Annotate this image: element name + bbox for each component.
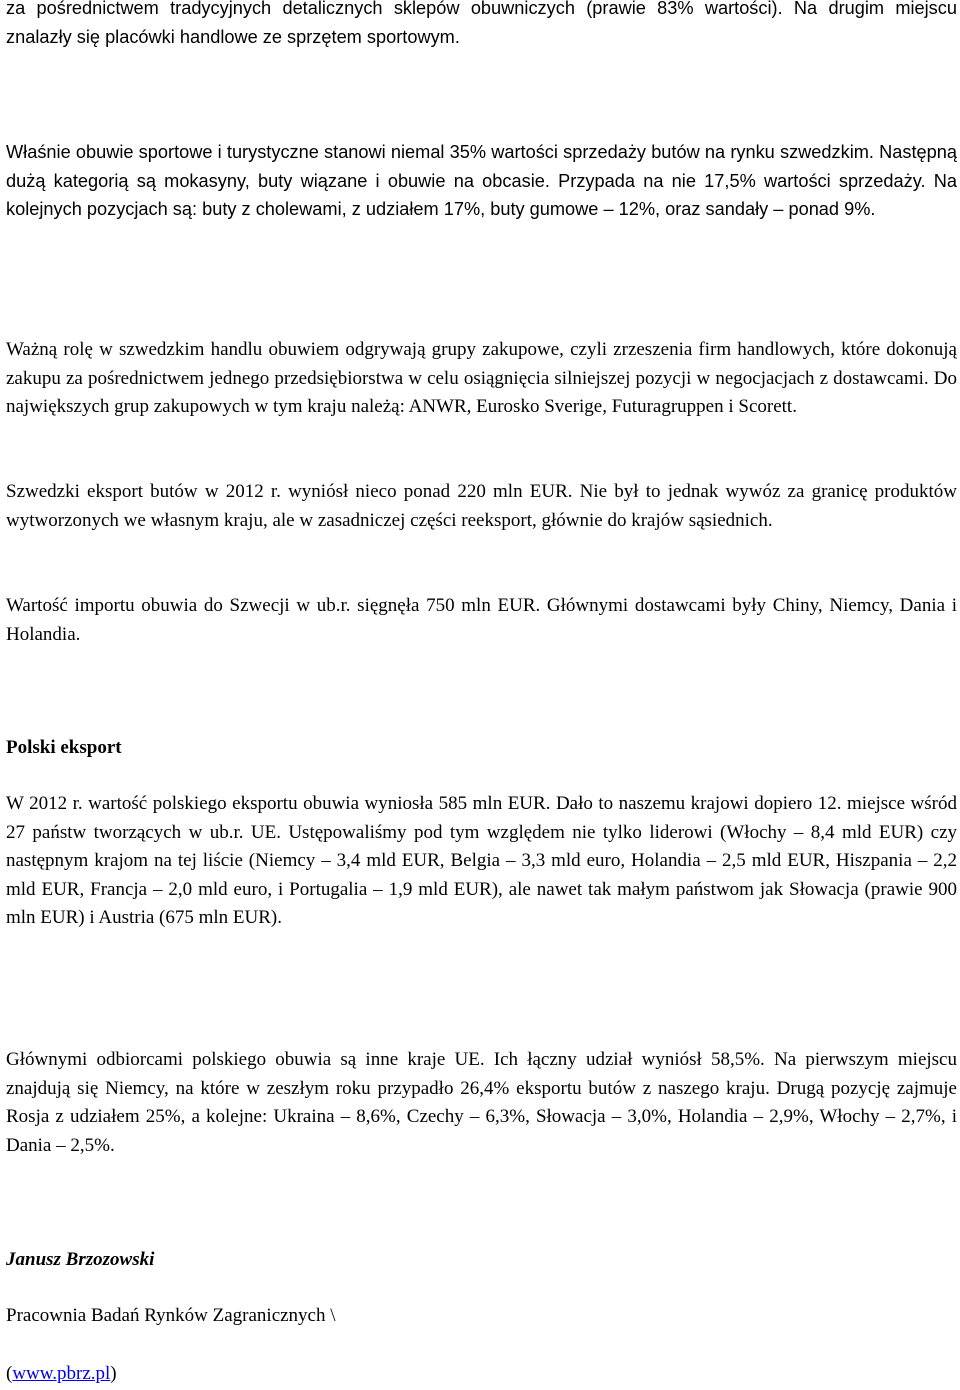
paragraph-sports-shoes: Właśnie obuwie sportowe i turystyczne stanowi niemal 35% wartości sprzedaży butów na rynku szwedzkim. Następną dużą kategorią są mokasyny, buty wiązane i obuwie na obcasie. Przypada na nie 17,5% wartości sprzedaży. Na kolejnych pozycjach są: buty z cholewami, z udziałem 17%, buty gumowe – 12%, oraz sandały – ponad 9%. [6,142,957,219]
paragraph-swedish-export: Szwedzki eksport butów w 2012 r. wyniósł nieco ponad 220 mln EUR. Nie był to jednak wywóz za granicę produktów wytworzonych we własnym kraju, ale w zasadniczej części reeksport, głównie do krajów sąsiednich. [6,481,957,531]
website-line [6,1360,117,1388]
section-heading-polish-export: Polski eksport [6,737,122,758]
paragraph-purchasing-groups: Ważną rolę w szwedzkim handlu obuwiem odgrywają grupy zakupowe, czyli zrzeszenia firm handlowych, które dokonują zakupu za pośrednictwem jednego przedsiębiorstwa w celu osiągnięcia silniejszej pozycji w negocjacjach z dostawcami. Do największych grup zakupowych w tym kraju należą: ANWR, Eurosko Sverige, Futuragruppen i Scorett. [6,339,957,417]
paragraph-retail-channels: za pośrednictwem tradycyjnych detalicznych sklepów obuwniczych (prawie 83% wartości). Na drugim miejscu znalazły się placówki handlowe ze sprzętem sportowym. [6,0,957,47]
paragraph-polish-export-value: W 2012 r. wartość polskiego eksportu obuwia wyniosła 585 mln EUR. Dało to naszemu krajowi dopiero 12. miejsce wśród 27 państw tworzących w ub.r. UE. Ustępowaliśmy pod tym względem nie tylko liderowi (Włochy – 8,4 mld EUR) czy następnym krajom na tej liście (Niemcy – 3,4 mld EUR, Belgia – 3,3 mld euro, Holandia – 2,5 mld EUR, Hiszpania – 2,2 mld EUR, Francja – 2,0 mld euro, i Portugalia – 1,9 mld EUR), ale nawet tak małym państwom jak Słowacja (prawie 900 mln EUR) i Austria (675 mln EUR). [6,793,957,928]
link-open-paren: ( [6,1363,13,1384]
paragraph-polish-export-recipients: Głównymi odbiorcami polskiego obuwia są inne kraje UE. Ich łączny udział wyniósł 58,5%. Na pierwszym miejscu znajdują się Niemcy, na które w zeszłym roku przypadło 26,4% eksportu butów z naszego kraju. Drugą pozycję zajmuje Rosja z udziałem 25%, a kolejne: Ukraina – 8,6%, Czechy – 6,3%, Słowacja – 3,0%, Holandia – 2,9%, Włochy – 2,7%, i Dania – 2,5%. [6,1049,957,1156]
organization-name: Pracownia Badań Rynków Zagranicznych \ [6,1305,336,1326]
link-close-paren: ) [110,1363,117,1384]
author-name: Janusz Brzozowski [6,1249,155,1270]
paragraph-swedish-import: Wartość importu obuwia do Szwecji w ub.r. sięgnęła 750 mln EUR. Głównymi dostawcami były Chiny, Niemcy, Dania i Holandia. [6,595,957,645]
website-link[interactable]: www.pbrz.pl [12,1363,111,1384]
